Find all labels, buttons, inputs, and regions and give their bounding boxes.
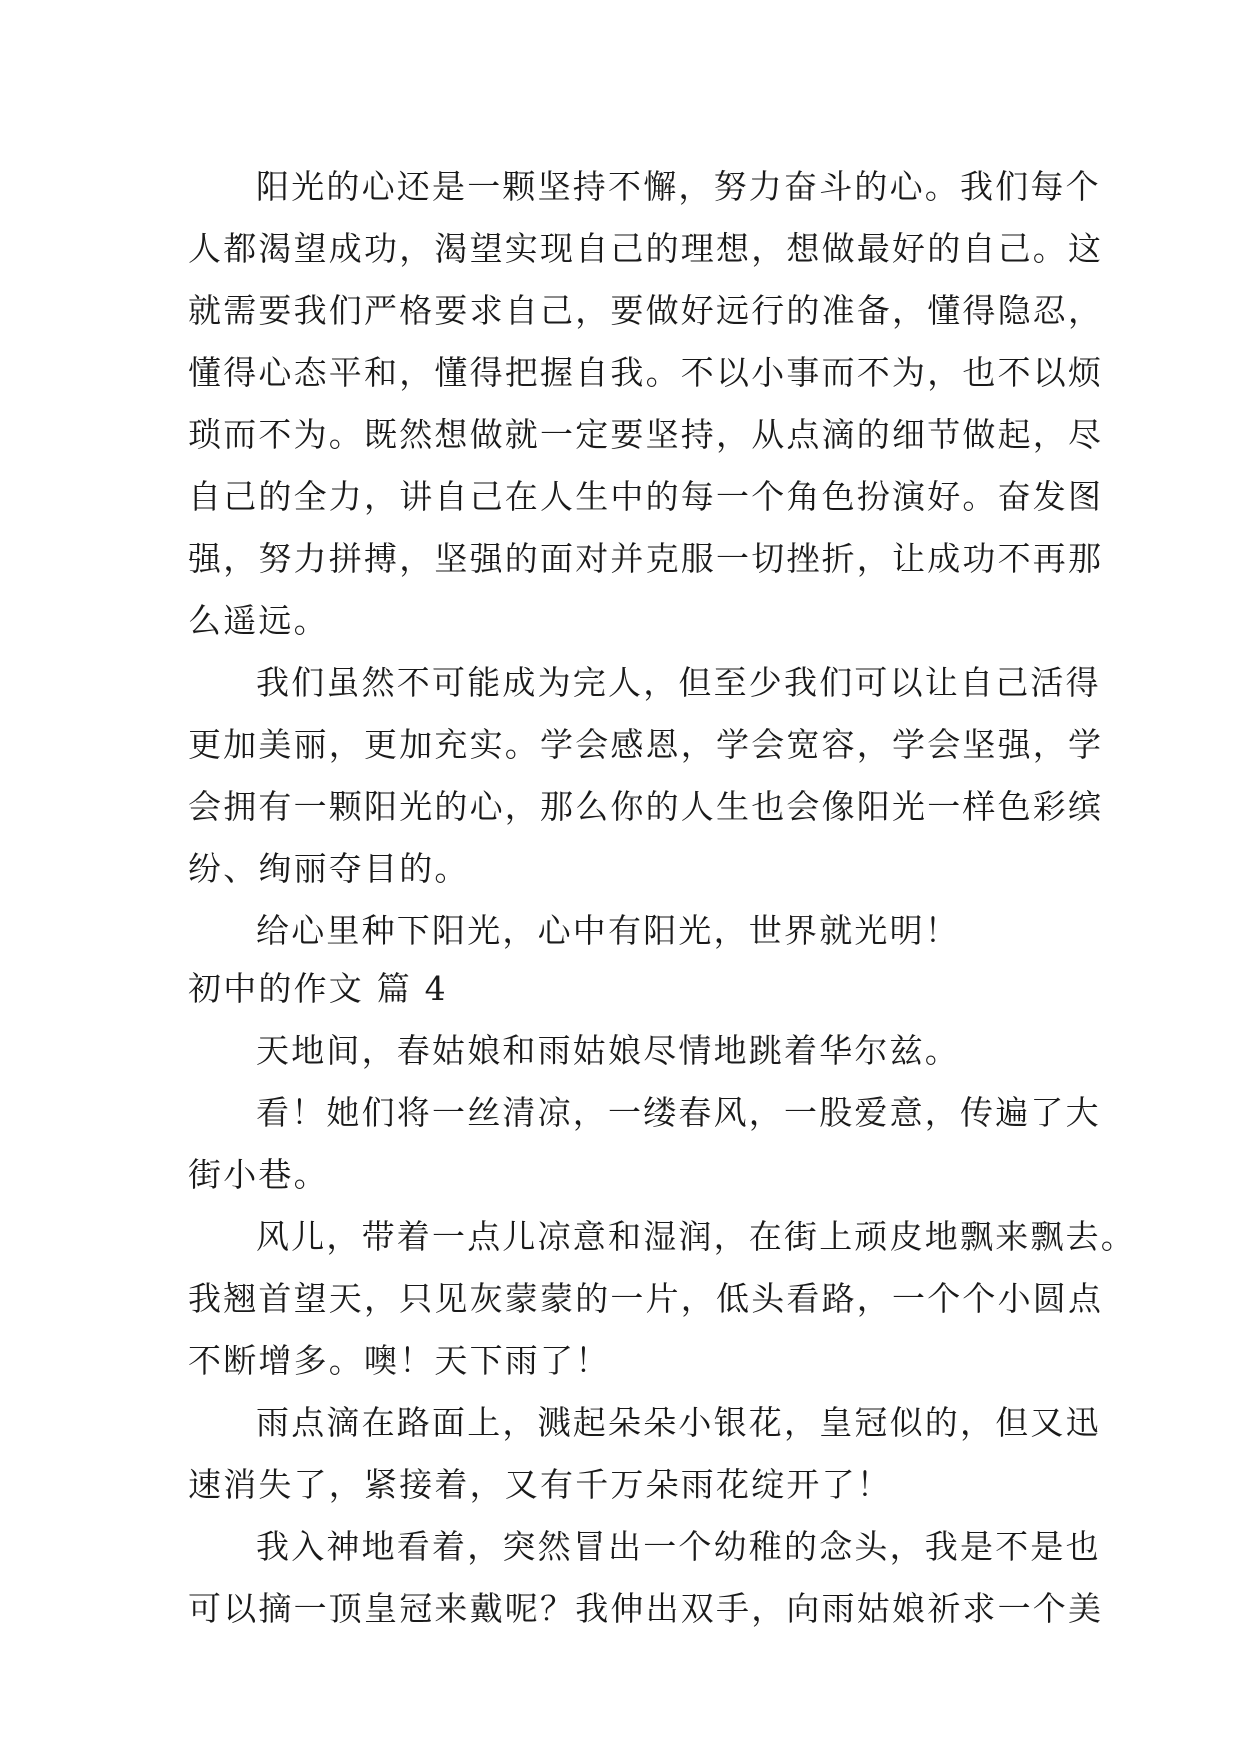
text-line: 琐而不为。既然想做就一定要坚持，从点滴的细节做起，尽 <box>188 415 1104 454</box>
text-line: 人都渴望成功，渴望实现自己的理想，想做最好的自己。这 <box>188 229 1104 268</box>
text-line: 懂得心态平和，懂得把握自我。不以小事而不为，也不以烦 <box>188 353 1104 392</box>
text-line: 我入神地看着，突然冒出一个幼稚的念头，我是不是也 <box>256 1527 1101 1566</box>
text-line: 可以摘一顶皇冠来戴呢？我伸出双手，向雨姑娘祈求一个美 <box>188 1589 1104 1628</box>
text-line: 天地间，春姑娘和雨姑娘尽情地跳着华尔兹。 <box>256 1031 960 1070</box>
text-line: 自己的全力，讲自己在人生中的每一个角色扮演好。奋发图 <box>188 477 1104 516</box>
text-line: 强，努力拼搏，坚强的面对并克服一切挫折，让成功不再那 <box>188 539 1104 578</box>
text-line: 就需要我们严格要求自己，要做好远行的准备，懂得隐忍， <box>188 291 1104 330</box>
text-line: 看！她们将一丝清凉，一缕春风，一股爱意，传遍了大 <box>256 1093 1101 1132</box>
text-line: 么遥远。 <box>188 601 329 640</box>
text-line: 阳光的心还是一颗坚持不懈，努力奋斗的心。我们每个 <box>256 167 1101 206</box>
text-line: 不断增多。噢！天下雨了！ <box>188 1341 611 1380</box>
text-line: 会拥有一颗阳光的心，那么你的人生也会像阳光一样色彩缤 <box>188 787 1104 826</box>
section-heading: 初中的作文 篇 4 <box>188 969 448 1008</box>
text-line: 我翘首望天，只见灰蒙蒙的一片，低头看路，一个个小圆点 <box>188 1279 1104 1318</box>
text-line: 纷、绚丽夺目的。 <box>188 849 470 888</box>
text-line: 我们虽然不可能成为完人，但至少我们可以让自己活得 <box>256 663 1101 702</box>
text-line: 风儿，带着一点儿凉意和湿润，在街上顽皮地飘来飘去。 <box>256 1217 1136 1256</box>
text-line: 街小巷。 <box>188 1155 329 1194</box>
text-line: 给心里种下阳光，心中有阳光，世界就光明！ <box>256 911 960 950</box>
text-line: 速消失了，紧接着，又有千万朵雨花绽开了！ <box>188 1465 892 1504</box>
text-line: 更加美丽，更加充实。学会感恩，学会宽容，学会坚强，学 <box>188 725 1104 764</box>
text-line: 雨点滴在路面上，溅起朵朵小银花，皇冠似的，但又迅 <box>256 1403 1101 1442</box>
